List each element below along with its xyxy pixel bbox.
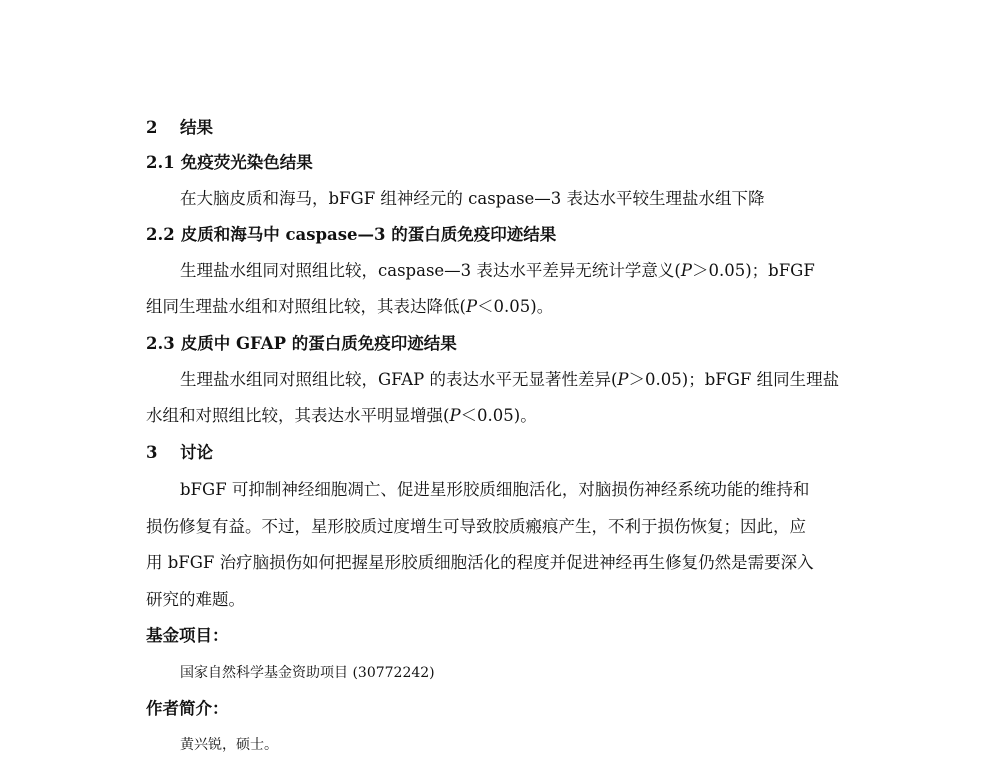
subsection-title: 皮质和海马中 caspase—3 的蛋白质免疫印迹结果 bbox=[180, 225, 557, 244]
discussion-line-1: bFGF 可抑制神经细胞凋亡、促进星形胶质细胞活化，对脑损伤神经系统功能的维持和 bbox=[180, 480, 810, 499]
subsection-2-3-heading bbox=[146, 333, 457, 355]
paragraph-2-3-line-1 bbox=[180, 369, 839, 391]
p-symbol: P bbox=[680, 261, 692, 280]
text-run: ＜0.05)。 bbox=[477, 297, 554, 316]
paragraph-2-1: 在大脑皮质和海马，bFGF 组神经元的 caspase—3 表达水平较生理盐水组下降 bbox=[180, 189, 765, 208]
subsection-number: 2.2 bbox=[146, 225, 175, 244]
funding-text: 国家自然科学基金资助项目 (30772242) bbox=[180, 665, 435, 681]
p-symbol: P bbox=[449, 406, 461, 425]
text-run: ＞0.05)；bFGF 组同生理盐 bbox=[628, 370, 840, 389]
subsection-number: 2.3 bbox=[146, 334, 175, 353]
subsection-2-2-heading bbox=[146, 224, 556, 246]
paragraph-2-2-line-2 bbox=[146, 296, 553, 318]
section-title: 讨论 bbox=[180, 443, 213, 462]
subsection-title: 皮质中 GFAP 的蛋白质免疫印迹结果 bbox=[180, 334, 457, 353]
paragraph-2-3-line-2 bbox=[146, 405, 537, 427]
section-title: 结果 bbox=[180, 118, 213, 137]
text-run: 组同生理盐水组和对照组比较，其表达降低( bbox=[146, 297, 466, 316]
subsection-2-1-heading bbox=[146, 152, 313, 174]
p-symbol: P bbox=[465, 297, 478, 316]
author-label: 作者简介： bbox=[146, 699, 229, 718]
p-symbol: P bbox=[617, 370, 629, 389]
section-number: 2 bbox=[146, 118, 158, 137]
paragraph-2-2-line-1 bbox=[180, 260, 815, 282]
discussion-line-2: 损伤修复有益。不过，星形胶质过度增生可导致胶质瘢痕产生，不利于损伤恢复；因此，应 bbox=[146, 517, 806, 536]
text-run: 生理盐水组同对照组比较，caspase—3 表达水平差异无统计学意义( bbox=[180, 261, 681, 280]
discussion-line-4: 研究的难题。 bbox=[146, 590, 245, 609]
text-run: 生理盐水组同对照组比较，GFAP 的表达水平无显著性差异( bbox=[180, 370, 618, 389]
section-2-heading bbox=[146, 117, 213, 139]
discussion-line-3: 用 bFGF 治疗脑损伤如何把握星形胶质细胞活化的程度并促进神经再生修复仍然是需要深入 bbox=[146, 553, 814, 572]
subsection-title: 免疫荧光染色结果 bbox=[180, 153, 313, 172]
author-text: 黄兴锐，硕士。 bbox=[180, 737, 278, 753]
section-number: 3 bbox=[146, 443, 158, 462]
text-run: ＞0.05)；bFGF bbox=[691, 261, 815, 280]
subsection-number: 2.1 bbox=[146, 153, 175, 172]
text-run: 水组和对照组比较，其表达水平明显增强( bbox=[146, 406, 450, 425]
text-run: ＜0.05)。 bbox=[460, 406, 537, 425]
section-3-heading bbox=[146, 442, 213, 464]
funding-label: 基金项目： bbox=[146, 626, 229, 645]
